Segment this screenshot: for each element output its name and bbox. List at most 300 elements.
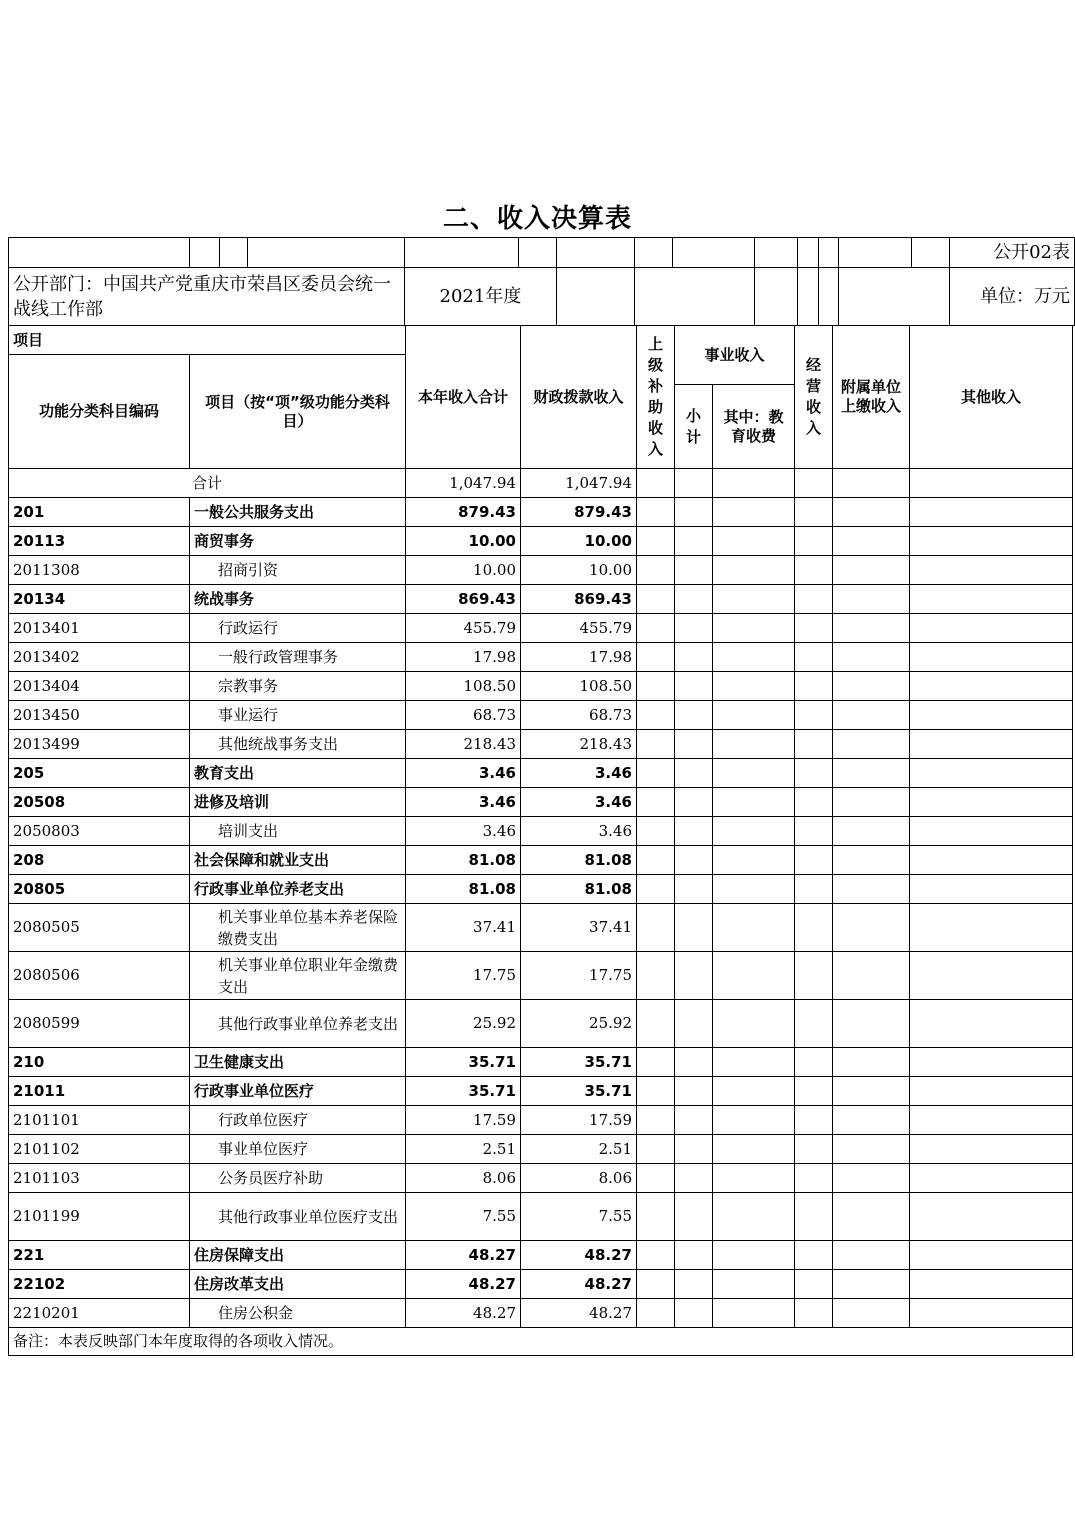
row-name: 行政事业单位养老支出	[190, 875, 406, 904]
row-name: 社会保障和就业支出	[190, 846, 406, 875]
page-title: 二、收入决算表	[442, 204, 632, 234]
empty-cell	[675, 672, 713, 701]
header-affiliated: 附属单位上缴收入	[833, 326, 910, 469]
empty-cell	[713, 1048, 795, 1077]
row-fiscal: 2.51	[521, 1135, 637, 1164]
row-income: 3.46	[406, 817, 521, 846]
row-code: 2080506	[9, 952, 190, 1000]
empty-cell	[795, 904, 833, 952]
row-code: 2011308	[9, 556, 190, 585]
row-code: 210	[9, 1048, 190, 1077]
empty-cell	[833, 846, 910, 875]
row-code: 2080505	[9, 904, 190, 952]
row-name: 事业单位医疗	[190, 1135, 406, 1164]
row-code: 2101199	[9, 1193, 190, 1241]
total-label: 合计	[9, 469, 406, 498]
empty-cell	[795, 498, 833, 527]
empty-cell	[637, 1241, 675, 1270]
empty-cell	[675, 1135, 713, 1164]
empty-cell	[713, 846, 795, 875]
header-business: 事业收入	[675, 326, 795, 385]
empty-cell	[910, 1193, 1073, 1241]
row-code: 2050803	[9, 817, 190, 846]
empty-cell	[637, 498, 675, 527]
row-name: 统战事务	[190, 585, 406, 614]
empty-cell	[910, 1135, 1073, 1164]
table-row	[9, 1135, 1073, 1164]
empty-cell	[637, 1164, 675, 1193]
empty-cell	[795, 1193, 833, 1241]
year: 2021年度	[404, 268, 557, 326]
empty-cell	[713, 1000, 795, 1048]
table-row	[9, 759, 1073, 788]
empty-cell	[637, 1270, 675, 1299]
row-income: 35.71	[406, 1048, 521, 1077]
empty-cell	[713, 1077, 795, 1106]
empty-cell	[795, 1048, 833, 1077]
empty-cell	[637, 1000, 675, 1048]
header-fiscal: 财政拨款收入	[521, 326, 637, 469]
table-row	[9, 527, 1073, 556]
empty-cell	[713, 701, 795, 730]
row-fiscal: 17.98	[521, 643, 637, 672]
empty-cell	[833, 585, 910, 614]
empty-cell	[675, 1077, 713, 1106]
row-name: 其他行政事业单位养老支出	[190, 1000, 406, 1048]
empty-cell	[833, 1193, 910, 1241]
empty-cell	[833, 952, 910, 1000]
empty-cell	[833, 556, 910, 585]
total-row	[9, 469, 1073, 498]
header-subtotal: 小计	[675, 385, 713, 469]
row-income: 48.27	[406, 1299, 521, 1328]
empty-cell	[833, 1241, 910, 1270]
row-code: 20134	[9, 585, 190, 614]
note: 备注：本表反映部门本年度取得的各项收入情况。	[9, 1328, 1073, 1356]
table-number-row	[9, 238, 1075, 268]
table-number: 公开02表	[949, 238, 1074, 268]
row-fiscal: 455.79	[521, 614, 637, 643]
table-row	[9, 1299, 1073, 1328]
row-name: 其他行政事业单位医疗支出	[190, 1193, 406, 1241]
empty-cell	[910, 817, 1073, 846]
header-total-income: 本年收入合计	[406, 326, 521, 469]
table-row	[9, 1193, 1073, 1241]
empty-cell	[795, 952, 833, 1000]
empty-cell	[910, 643, 1073, 672]
row-fiscal: 25.92	[521, 1000, 637, 1048]
row-name: 机关事业单位职业年金缴费支出	[190, 952, 406, 1000]
row-income: 455.79	[406, 614, 521, 643]
empty-cell	[910, 1299, 1073, 1328]
empty-cell	[833, 672, 910, 701]
row-name: 培训支出	[190, 817, 406, 846]
empty-cell	[910, 952, 1073, 1000]
empty-cell	[910, 1270, 1073, 1299]
total-income: 1,047.94	[406, 469, 521, 498]
table-row	[9, 952, 1073, 1000]
row-income: 17.98	[406, 643, 521, 672]
empty-cell	[795, 730, 833, 759]
empty-cell	[637, 1299, 675, 1328]
row-code: 20113	[9, 527, 190, 556]
empty-cell	[795, 585, 833, 614]
row-code: 208	[9, 846, 190, 875]
empty-cell	[713, 1270, 795, 1299]
row-fiscal: 35.71	[521, 1048, 637, 1077]
table-row	[9, 614, 1073, 643]
empty-cell	[795, 1000, 833, 1048]
empty-cell	[675, 556, 713, 585]
empty-cell	[910, 788, 1073, 817]
empty-cell	[675, 1193, 713, 1241]
empty-cell	[910, 701, 1073, 730]
table-row	[9, 1048, 1073, 1077]
table-row	[9, 643, 1073, 672]
empty-cell	[910, 846, 1073, 875]
empty-cell	[795, 527, 833, 556]
empty-cell	[713, 730, 795, 759]
row-income: 48.27	[406, 1270, 521, 1299]
row-name: 机关事业单位基本养老保险缴费支出	[190, 904, 406, 952]
empty-cell	[713, 952, 795, 1000]
row-income: 10.00	[406, 527, 521, 556]
row-name: 住房保障支出	[190, 1241, 406, 1270]
unit: 单位：万元	[949, 268, 1074, 326]
empty-cell	[675, 701, 713, 730]
table-row	[9, 1077, 1073, 1106]
header-project: 项目	[9, 326, 406, 355]
row-fiscal: 48.27	[521, 1241, 637, 1270]
row-code: 2013401	[9, 614, 190, 643]
header-edu: 其中：教育收费	[713, 385, 795, 469]
row-code: 21011	[9, 1077, 190, 1106]
empty-cell	[833, 1106, 910, 1135]
empty-cell	[795, 1241, 833, 1270]
empty-cell	[675, 1048, 713, 1077]
row-income: 10.00	[406, 556, 521, 585]
empty-cell	[637, 788, 675, 817]
row-income: 218.43	[406, 730, 521, 759]
row-name: 行政单位医疗	[190, 1106, 406, 1135]
row-fiscal: 10.00	[521, 556, 637, 585]
empty-cell	[713, 643, 795, 672]
row-name: 住房公积金	[190, 1299, 406, 1328]
row-fiscal: 10.00	[521, 527, 637, 556]
empty-cell	[795, 643, 833, 672]
header-code: 功能分类科目编码	[9, 355, 190, 469]
empty-cell	[713, 527, 795, 556]
empty-cell	[833, 498, 910, 527]
empty-cell	[910, 1106, 1073, 1135]
empty-cell	[675, 643, 713, 672]
empty-cell	[833, 875, 910, 904]
empty-cell	[910, 498, 1073, 527]
row-name: 行政运行	[190, 614, 406, 643]
empty-cell	[637, 1193, 675, 1241]
empty-cell	[833, 643, 910, 672]
empty-cell	[713, 904, 795, 952]
row-code: 2210201	[9, 1299, 190, 1328]
empty-cell	[637, 556, 675, 585]
row-name: 商贸事务	[190, 527, 406, 556]
empty-cell	[833, 759, 910, 788]
header-other: 其他收入	[910, 326, 1073, 469]
empty-cell	[675, 1270, 713, 1299]
empty-cell	[713, 817, 795, 846]
empty-cell	[713, 788, 795, 817]
empty-cell	[833, 1048, 910, 1077]
row-fiscal: 17.75	[521, 952, 637, 1000]
empty-cell	[833, 1164, 910, 1193]
row-income: 2.51	[406, 1135, 521, 1164]
empty-cell	[637, 701, 675, 730]
row-name: 其他统战事务支出	[190, 730, 406, 759]
row-income: 68.73	[406, 701, 521, 730]
row-code: 2013499	[9, 730, 190, 759]
empty-cell	[713, 585, 795, 614]
header-row-1	[9, 326, 1073, 355]
empty-cell	[910, 614, 1073, 643]
empty-cell	[833, 701, 910, 730]
row-fiscal: 48.27	[521, 1270, 637, 1299]
empty-cell	[675, 846, 713, 875]
empty-cell	[637, 846, 675, 875]
row-income: 81.08	[406, 875, 521, 904]
row-income: 3.46	[406, 759, 521, 788]
row-income: 37.41	[406, 904, 521, 952]
empty-cell	[675, 817, 713, 846]
header-item: 项目（按“项”级功能分类科目）	[190, 355, 406, 469]
empty-cell	[833, 904, 910, 952]
row-code: 22102	[9, 1270, 190, 1299]
table-row	[9, 701, 1073, 730]
empty-cell	[795, 1164, 833, 1193]
empty-cell	[675, 1000, 713, 1048]
row-name: 招商引资	[190, 556, 406, 585]
empty-cell	[637, 672, 675, 701]
empty-cell	[795, 1270, 833, 1299]
row-fiscal: 879.43	[521, 498, 637, 527]
empty-cell	[833, 614, 910, 643]
empty-cell	[675, 1299, 713, 1328]
empty-cell	[795, 759, 833, 788]
table-row	[9, 556, 1073, 585]
empty-cell	[910, 730, 1073, 759]
row-fiscal: 3.46	[521, 788, 637, 817]
empty-cell	[910, 556, 1073, 585]
row-income: 869.43	[406, 585, 521, 614]
table-row	[9, 1270, 1073, 1299]
table-row	[9, 817, 1073, 846]
row-income: 8.06	[406, 1164, 521, 1193]
empty-cell	[795, 875, 833, 904]
empty-cell	[910, 875, 1073, 904]
empty-cell	[713, 1241, 795, 1270]
row-income: 17.59	[406, 1106, 521, 1135]
info-row	[9, 268, 1075, 326]
row-code: 2013450	[9, 701, 190, 730]
row-fiscal: 7.55	[521, 1193, 637, 1241]
total-fiscal: 1,047.94	[521, 469, 637, 498]
row-code: 221	[9, 1241, 190, 1270]
empty-cell	[795, 1299, 833, 1328]
table-row	[9, 788, 1073, 817]
row-fiscal: 3.46	[521, 759, 637, 788]
row-name: 公务员医疗补助	[190, 1164, 406, 1193]
empty-cell	[675, 788, 713, 817]
row-name: 事业运行	[190, 701, 406, 730]
income-table-body	[8, 325, 1073, 1356]
empty-cell	[910, 1077, 1073, 1106]
row-code: 2080599	[9, 1000, 190, 1048]
table-row	[9, 730, 1073, 759]
empty-cell	[910, 527, 1073, 556]
empty-cell	[713, 875, 795, 904]
row-income: 35.71	[406, 1077, 521, 1106]
row-code: 205	[9, 759, 190, 788]
row-code: 20805	[9, 875, 190, 904]
row-income: 48.27	[406, 1241, 521, 1270]
empty-cell	[713, 1106, 795, 1135]
empty-cell	[910, 1241, 1073, 1270]
row-income: 17.75	[406, 952, 521, 1000]
row-fiscal: 68.73	[521, 701, 637, 730]
empty-cell	[675, 1164, 713, 1193]
empty-cell	[637, 817, 675, 846]
department: 公开部门：中国共产党重庆市荣昌区委员会统一战线工作部	[9, 268, 405, 326]
row-fiscal: 108.50	[521, 672, 637, 701]
table-row	[9, 904, 1073, 952]
row-fiscal: 35.71	[521, 1077, 637, 1106]
row-fiscal: 48.27	[521, 1299, 637, 1328]
table-row	[9, 875, 1073, 904]
empty-cell	[675, 759, 713, 788]
empty-cell	[833, 730, 910, 759]
empty-cell	[795, 672, 833, 701]
row-name: 教育支出	[190, 759, 406, 788]
empty-cell	[713, 498, 795, 527]
empty-cell	[833, 817, 910, 846]
empty-cell	[910, 1000, 1073, 1048]
row-name: 住房改革支出	[190, 1270, 406, 1299]
empty-cell	[675, 952, 713, 1000]
empty-cell	[675, 730, 713, 759]
empty-cell	[713, 759, 795, 788]
empty-cell	[713, 614, 795, 643]
empty-cell	[713, 1135, 795, 1164]
table-row	[9, 585, 1073, 614]
empty-cell	[713, 1193, 795, 1241]
row-fiscal: 8.06	[521, 1164, 637, 1193]
income-table	[8, 237, 1075, 326]
empty-cell	[675, 1106, 713, 1135]
empty-cell	[637, 952, 675, 1000]
row-code: 20508	[9, 788, 190, 817]
row-income: 81.08	[406, 846, 521, 875]
empty-cell	[713, 672, 795, 701]
empty-cell	[637, 904, 675, 952]
empty-cell	[910, 1164, 1073, 1193]
empty-cell	[675, 614, 713, 643]
table-row	[9, 498, 1073, 527]
empty-cell	[675, 1241, 713, 1270]
row-name: 一般行政管理事务	[190, 643, 406, 672]
empty-cell	[795, 614, 833, 643]
empty-cell	[910, 759, 1073, 788]
row-name: 进修及培训	[190, 788, 406, 817]
empty-cell	[675, 585, 713, 614]
empty-cell	[833, 527, 910, 556]
row-code: 2013404	[9, 672, 190, 701]
empty-cell	[637, 759, 675, 788]
empty-cell	[795, 556, 833, 585]
row-name: 行政事业单位医疗	[190, 1077, 406, 1106]
row-code: 201	[9, 498, 190, 527]
empty-cell	[713, 1164, 795, 1193]
row-income: 879.43	[406, 498, 521, 527]
empty-cell	[910, 585, 1073, 614]
empty-cell	[637, 875, 675, 904]
empty-cell	[675, 498, 713, 527]
row-code: 2101101	[9, 1106, 190, 1135]
empty-cell	[833, 1135, 910, 1164]
empty-cell	[675, 527, 713, 556]
empty-cell	[637, 1106, 675, 1135]
empty-cell	[675, 875, 713, 904]
row-income: 25.92	[406, 1000, 521, 1048]
row-code: 2101102	[9, 1135, 190, 1164]
empty-cell	[637, 585, 675, 614]
note-row	[9, 1328, 1073, 1356]
empty-cell	[795, 817, 833, 846]
empty-cell	[795, 788, 833, 817]
row-fiscal: 3.46	[521, 817, 637, 846]
empty-cell	[637, 730, 675, 759]
empty-cell	[910, 904, 1073, 952]
row-name: 卫生健康支出	[190, 1048, 406, 1077]
table-row	[9, 1164, 1073, 1193]
table-row	[9, 672, 1073, 701]
empty-cell	[637, 1048, 675, 1077]
empty-cell	[795, 846, 833, 875]
row-fiscal: 869.43	[521, 585, 637, 614]
header-superior: 上级补助收入	[637, 326, 675, 469]
row-code: 2013402	[9, 643, 190, 672]
row-name: 宗教事务	[190, 672, 406, 701]
row-fiscal: 17.59	[521, 1106, 637, 1135]
row-fiscal: 81.08	[521, 875, 637, 904]
empty-cell	[795, 701, 833, 730]
row-fiscal: 218.43	[521, 730, 637, 759]
empty-cell	[910, 1048, 1073, 1077]
row-income: 3.46	[406, 788, 521, 817]
empty-cell	[675, 904, 713, 952]
empty-cell	[795, 1077, 833, 1106]
empty-cell	[637, 527, 675, 556]
empty-cell	[795, 1106, 833, 1135]
table-row	[9, 1000, 1073, 1048]
empty-cell	[637, 643, 675, 672]
row-income: 7.55	[406, 1193, 521, 1241]
empty-cell	[833, 788, 910, 817]
data-rows	[9, 498, 1073, 1328]
empty-cell	[833, 1077, 910, 1106]
empty-cell	[637, 614, 675, 643]
table-row	[9, 1241, 1073, 1270]
empty-cell	[910, 672, 1073, 701]
empty-cell	[833, 1000, 910, 1048]
